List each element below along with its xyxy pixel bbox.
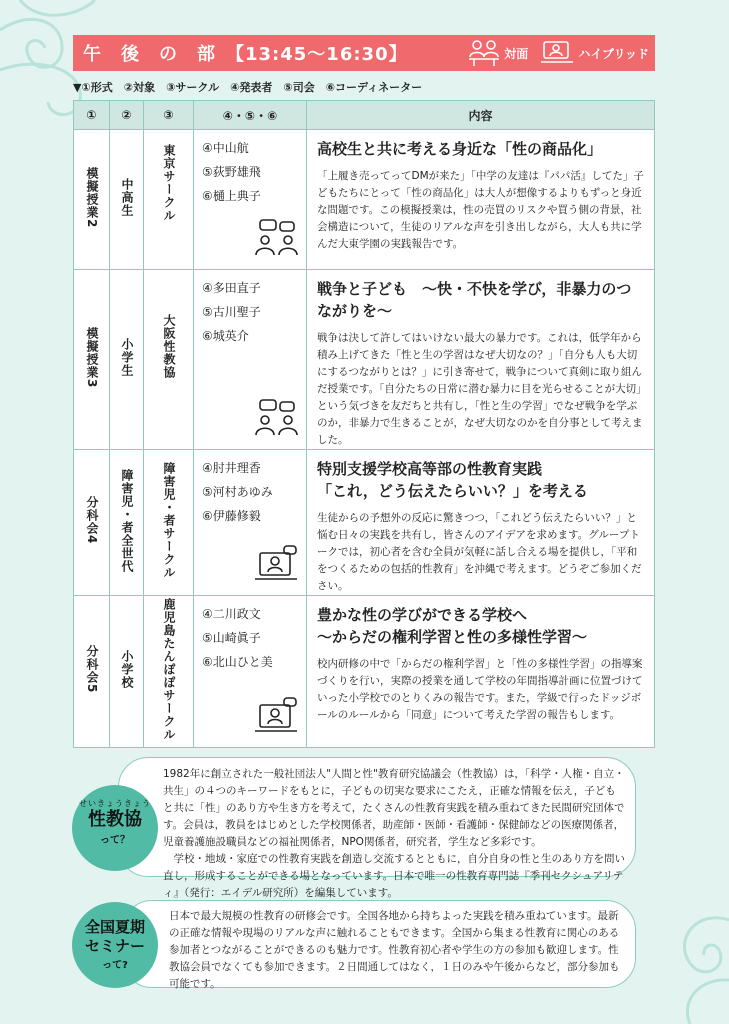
about-suffix: って？ (100, 835, 130, 846)
row-target: 中高生 (120, 178, 134, 217)
presenter-name: ④二川政文 (202, 607, 261, 621)
presenter-name: ④多田直子 (202, 281, 261, 295)
online-icon (252, 545, 300, 585)
row-format: 模擬授業3 (85, 326, 99, 389)
session-description: 校内研修の中で「からだの権利学習」と「性の多様性学習」の指導案づくりを行い，実際の授業を通して学校の年間指導計画に位置づけていった小学校でのとりくみの報告です。また，学級で行ったドッジボールのルールから「同意」について考えた学習の報告もします。 (317, 658, 643, 721)
row-circle: 大阪性教協 (162, 314, 176, 379)
online-icon (252, 697, 300, 737)
coordinator-name: ⑥伊藤修毅 (202, 509, 261, 523)
moderator-name: ⑤古川聖子 (202, 305, 261, 319)
presenter-name: ④肘井理香 (202, 461, 261, 475)
discussion-icon (252, 219, 300, 259)
presenter-name: ④中山航 (202, 141, 249, 155)
session-description: 「上履き売ってってDMが来た」「中学の友達は『パパ活』してた」子どもたちにとって「性の商品化」は大人が想像するよりもずっと身近な問題です。この模擬授業は，性の売買のリスクや買う側の背景，社会構造について，生徒のリアルな声を引き出しながら，大人も共に学んだ大東学園の実践報告です。 (317, 170, 644, 250)
session-title: 豊かな性の学びができる学校へ 〜からだの権利学習と性の多様性学習〜 (317, 606, 588, 646)
session-title: 戦争と子ども 〜快・不快を学び，非暴力のつながりを〜 (317, 280, 632, 320)
row-format: 模擬授業2 (85, 166, 99, 229)
row-circle: 鹿児島たんぽぽサークル (162, 598, 176, 741)
moderator-name: ⑤河村あゆみ (202, 485, 273, 499)
seminar-title-line1: 全国夏期 (84, 918, 145, 936)
discussion-icon (252, 399, 300, 439)
row-target: 障害児・者全世代 (120, 468, 134, 573)
about-title: 性教協 (88, 809, 142, 830)
header-circle: ③ (144, 101, 194, 130)
header-format: ① (74, 101, 110, 130)
coordinator-name: ⑥城英介 (202, 329, 249, 343)
table-row (74, 130, 655, 270)
hybrid-icon (540, 39, 574, 67)
page-title: 午 後 の 部 【13:45〜16:30】 (83, 44, 408, 65)
about-description: 1982年に創立された一般社団法人"人間と性"教育研究協議会（性教協）は，「科学・人権・自立・共生」の４つのキーワードをもとに，子どもの切実な要求にこたえ，正確な情報を伝え，子どもと共に「性」のあり方や生き方を考えて，たくさんの性教育実践を積み重ねてきた民間研究団体です。会員は，教員をはじめとした学校関係者，助産師・医師・看護師・保健師などの医療関係者，児童養護施設職員などの福祉関係者，NPO関係者，研究者，学生など多彩です。 (163, 768, 625, 848)
row-target: 小学校 (120, 650, 134, 689)
session-title: 高校生と共に考える身近な「性の商品化」 (317, 140, 603, 158)
moderator-name: ⑤山崎眞子 (202, 631, 261, 645)
moderator-name: ⑤荻野雄飛 (202, 165, 261, 179)
row-format: 分科会4 (85, 496, 99, 545)
table-row (74, 450, 655, 596)
about-description-2: 学校・地域・家庭での性教育実践を創造し交流するとともに，自分自身の性と生のあり方を問い直し，形成することができる場となっています。日本で唯一の性教育専門誌『季刊セクシュアリティ』（発行：エイデル研究所）を編集しています。 (163, 853, 625, 899)
seminar-text-box (122, 900, 636, 988)
swirl-decoration-bottom-right (660, 900, 729, 1024)
about-ruby: せいきょうきょう (79, 799, 151, 808)
face-to-face-icon (468, 39, 500, 67)
session-description: 生徒からの予想外の反応に驚きつつ，「これどう伝えたらいい？」と悩む日々の実践を共有し，皆さんのアイデアを求めます。グループトークでは，初心者を含む全員が気軽に話し合える場を提供し，「平和をつくるための包括的性教育」を沖縄で考えます。どうぞご参加ください。 (317, 512, 642, 592)
table-header-row (74, 101, 655, 130)
face-label: 対面 (504, 46, 529, 61)
column-legend: ▼①形式 ②対象 ③サークル ④発表者 ⑤司会 ⑥コーディネーター (73, 81, 423, 94)
session-title: 特別支援学校高等部の性教育実践 「これ，どう伝えたらいい？」を考える (317, 460, 588, 500)
header-content: 内容 (307, 101, 655, 130)
row-target: 小学生 (120, 338, 134, 377)
header-bar (73, 35, 655, 71)
row-circle: 東京サークル (162, 144, 176, 222)
table-row (74, 596, 655, 748)
hybrid-label: ハイブリッド (578, 46, 649, 61)
schedule-table (73, 100, 655, 748)
row-format: 分科会5 (85, 645, 99, 694)
about-text-box (118, 757, 636, 899)
seminar-badge (72, 902, 158, 988)
about-badge (72, 785, 158, 871)
seminar-description: 日本で最大規模の性教育の研修会です。全国各地から持ちよった実践を積み重ねています。最新の正確な情報や現場のリアルな声に触れることもできます。全国から集まる性教育に関心のある参加者とつながることができるのも魅力です。性教育初心者や学生の方の参加も歓迎します。性教協会員でなくても参加できます。２日間通してはなく，１日のみや午後からなど，部分参加も可能です。 (169, 910, 620, 990)
session-description: 戦争は決して許してはいけない最大の暴力です。これは，低学年から積み上げてきた「性と生の学習はなぜ大切なの？」「自分も人も大切にするつながりとは？」に引き寄せて，戦争について真剣に取り組んだ授業です。「自分たちの日常に潜む暴力に目を光らせることが大切」という気づきを友だちと共有し，「性と生の学習」でなぜ戦争を学ぶのか，非暴力で生きることが，なぜ大切なのかを自分事として考えました。 (317, 332, 643, 446)
seminar-title-line2: セミナー (84, 937, 145, 955)
coordinator-name: ⑥北山ひと美 (202, 655, 273, 669)
coordinator-name: ⑥樋上典子 (202, 189, 261, 203)
row-circle: 障害児・者サークル (162, 462, 176, 579)
table-row (74, 270, 655, 450)
seminar-suffix: って? (102, 960, 128, 971)
header-target: ② (110, 101, 144, 130)
header-people: ④・⑤・⑥ (194, 101, 307, 130)
